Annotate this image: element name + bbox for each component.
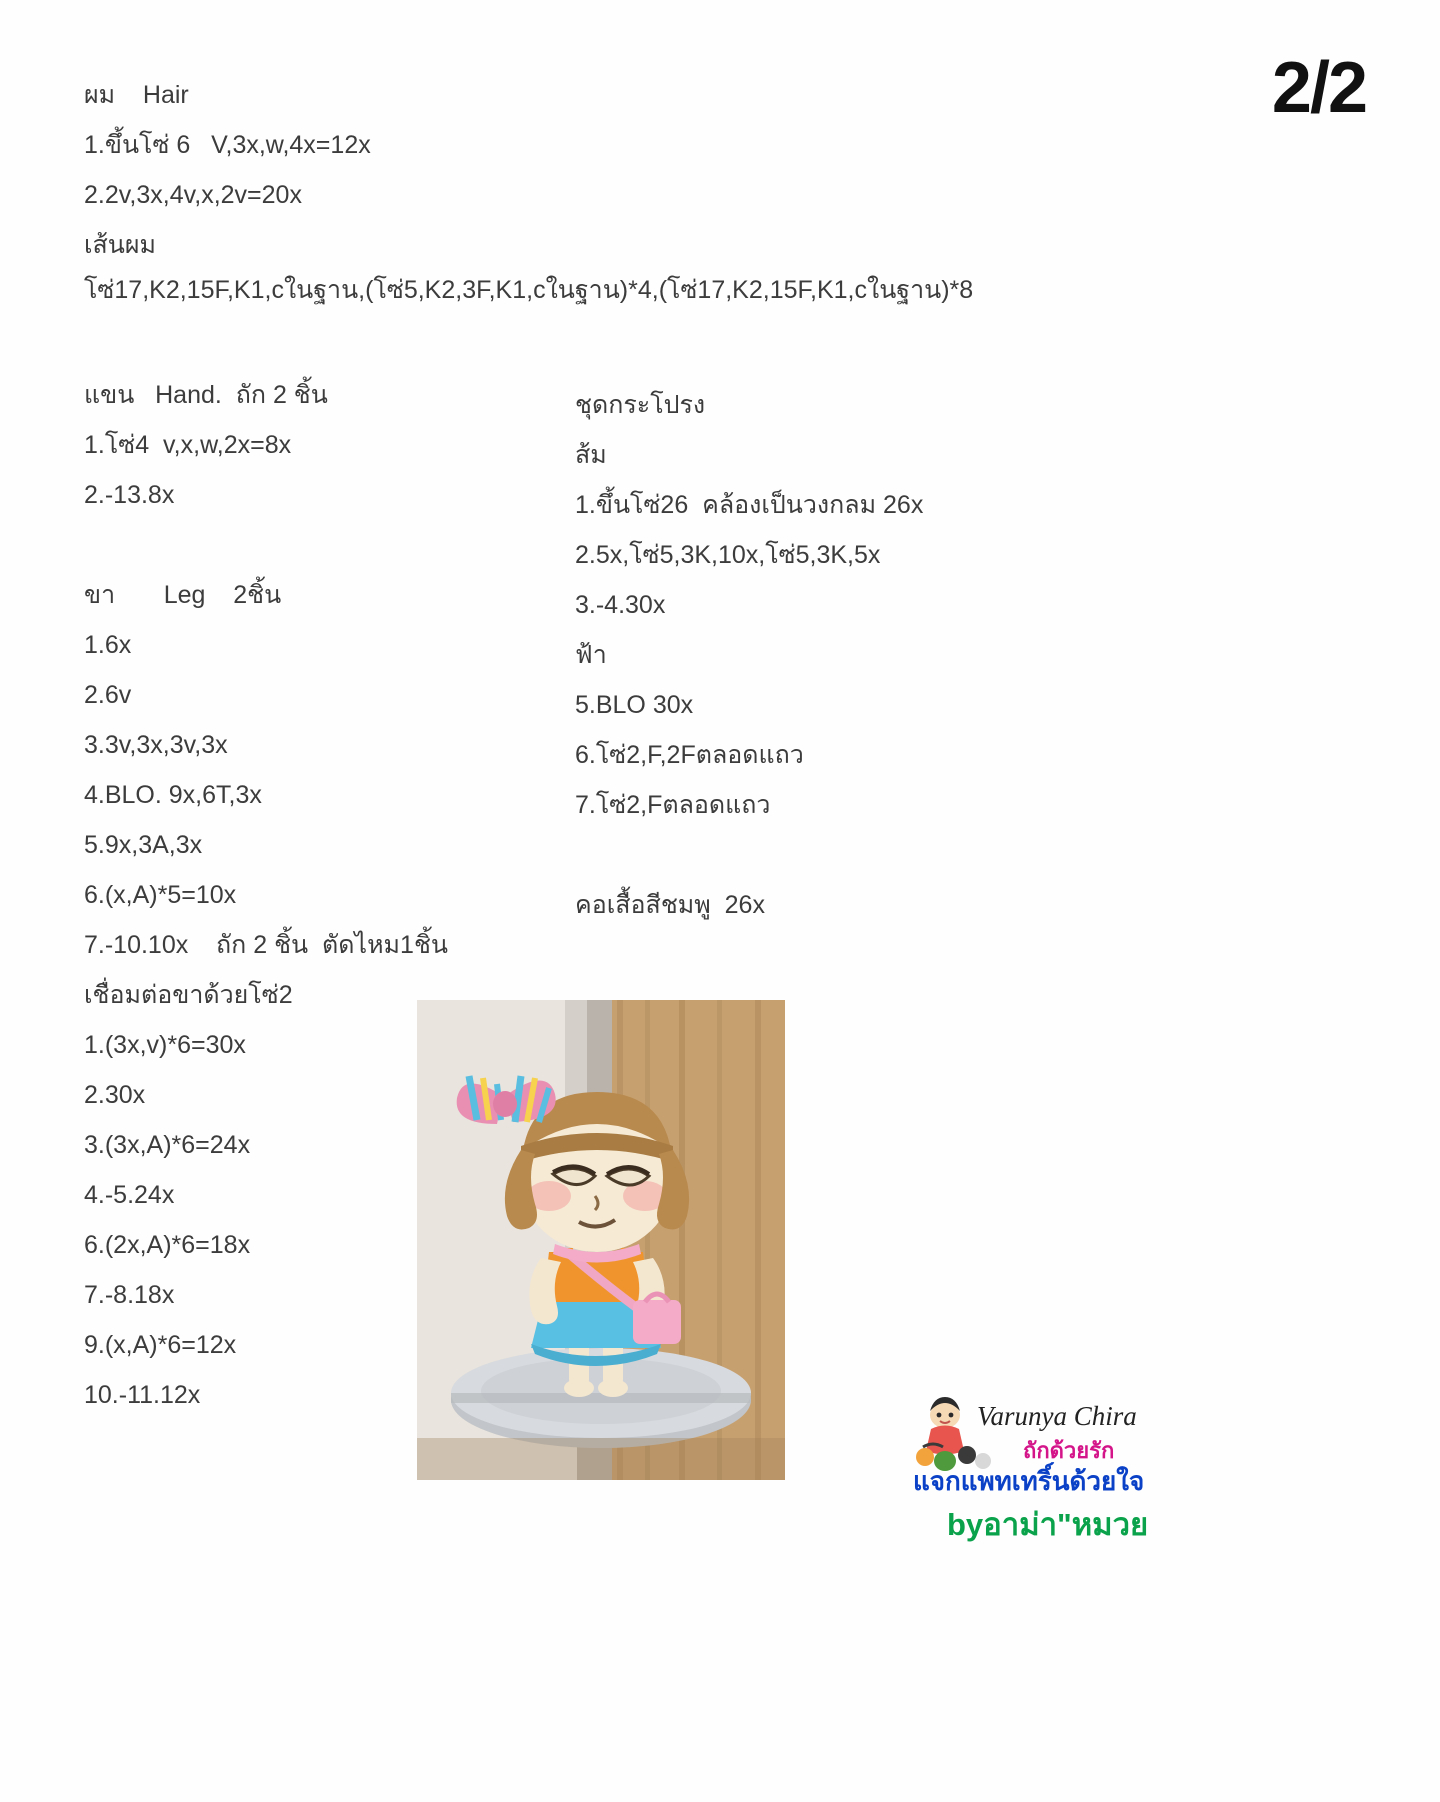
hair-strand-instruction: โซ่17,K2,15F,K1,cในฐาน,(โซ่5,K2,3F,K1,cในฐาน)*4,(โซ่17,K2,15F,K1,cในฐาน)*8 xyxy=(84,276,974,304)
hair-row-2: 2.2v,3x,4v,x,2v=20x xyxy=(84,181,302,209)
body-row-3: 3.(3x,A)*6=24x xyxy=(84,1131,251,1159)
page-number: 2/2 xyxy=(1271,48,1366,128)
body-row-7: 7.-8.18x xyxy=(84,1281,175,1309)
watermark-name: Varunya Chira xyxy=(977,1401,1137,1431)
leg-row-4: 4.BLO. 9x,6T,3x xyxy=(84,781,262,809)
body-row-9: 9.(x,A)*6=12x xyxy=(84,1331,237,1359)
doll-photo xyxy=(417,1000,785,1480)
hand-heading: แขน Hand. ถัก 2 ชิ้น xyxy=(84,381,328,409)
leg-row-6: 6.(x,A)*5=10x xyxy=(84,881,237,909)
hand-row-1: 1.โซ่4 v,x,w,2x=8x xyxy=(84,431,292,459)
leg-row-2: 2.6v xyxy=(84,681,132,709)
watermark-tagline-green: byอาม่า"หมวย xyxy=(947,1507,1149,1542)
skirt-row-7: 7.โซ่2,Fตลอดแถว xyxy=(575,791,771,819)
leg-heading: ขา Leg 2ชิ้น xyxy=(84,581,282,609)
skirt-row-1: 1.ขึ้นโซ่26 คล้องเป็นวงกลม 26x xyxy=(575,491,924,519)
skirt-row-5: 5.BLO 30x xyxy=(575,691,694,719)
body-row-10: 10.-11.12x xyxy=(84,1381,201,1409)
doll-photo-illustration xyxy=(417,1000,785,1480)
skirt-row-3: 3.-4.30x xyxy=(575,591,666,619)
watermark-tagline-blue: แจกแพทเทริ์นด้วยใจ xyxy=(913,1466,1145,1496)
watermark-logo xyxy=(905,1395,1155,1560)
body-row-1: 1.(3x,v)*6=30x xyxy=(84,1031,246,1059)
leg-row-1: 1.6x xyxy=(84,631,132,659)
collar-instruction: คอเสื้อสีชมพู 26x xyxy=(575,891,765,919)
section-spacer xyxy=(84,520,554,570)
leg-row-5: 5.9x,3A,3x xyxy=(84,831,203,859)
hair-strand-instruction-wrapper xyxy=(84,268,1184,312)
hair-row-1: 1.ขึ้นโซ่ 6 V,3x,w,4x=12x xyxy=(84,131,371,159)
right-text-column xyxy=(575,380,1045,930)
skirt-color-blue: ฟ้า xyxy=(575,641,607,669)
leg-row-3: 3.3v,3x,3v,3x xyxy=(84,731,228,759)
hair-strand-heading: เส้นผม xyxy=(84,231,157,259)
leg-row-7: 7.-10.10x ถัก 2 ชิ้น ตัดไหม1ชิ้น xyxy=(84,931,449,959)
skirt-section-spacer xyxy=(575,830,1045,880)
hair-heading: ผม Hair xyxy=(84,81,189,109)
body-row-2: 2.30x xyxy=(84,1081,146,1109)
leg-join-heading: เชื่อมต่อขาด้วยโซ่2 xyxy=(84,981,293,1009)
left-text-column xyxy=(84,70,554,270)
skirt-color-orange: ส้ม xyxy=(575,441,607,469)
skirt-row-6: 6.โซ่2,F,2Fตลอดแถว xyxy=(575,741,804,769)
skirt-row-2: 2.5x,โซ่5,3K,10x,โซ่5,3K,5x xyxy=(575,541,881,569)
watermark-tagline-pink: ถักด้วยรัก xyxy=(1023,1438,1115,1463)
skirt-heading: ชุดกระโปรง xyxy=(575,391,706,419)
body-row-6: 6.(2x,A)*6=18x xyxy=(84,1231,251,1259)
hand-row-2: 2.-13.8x xyxy=(84,481,175,509)
body-row-4: 4.-5.24x xyxy=(84,1181,175,1209)
